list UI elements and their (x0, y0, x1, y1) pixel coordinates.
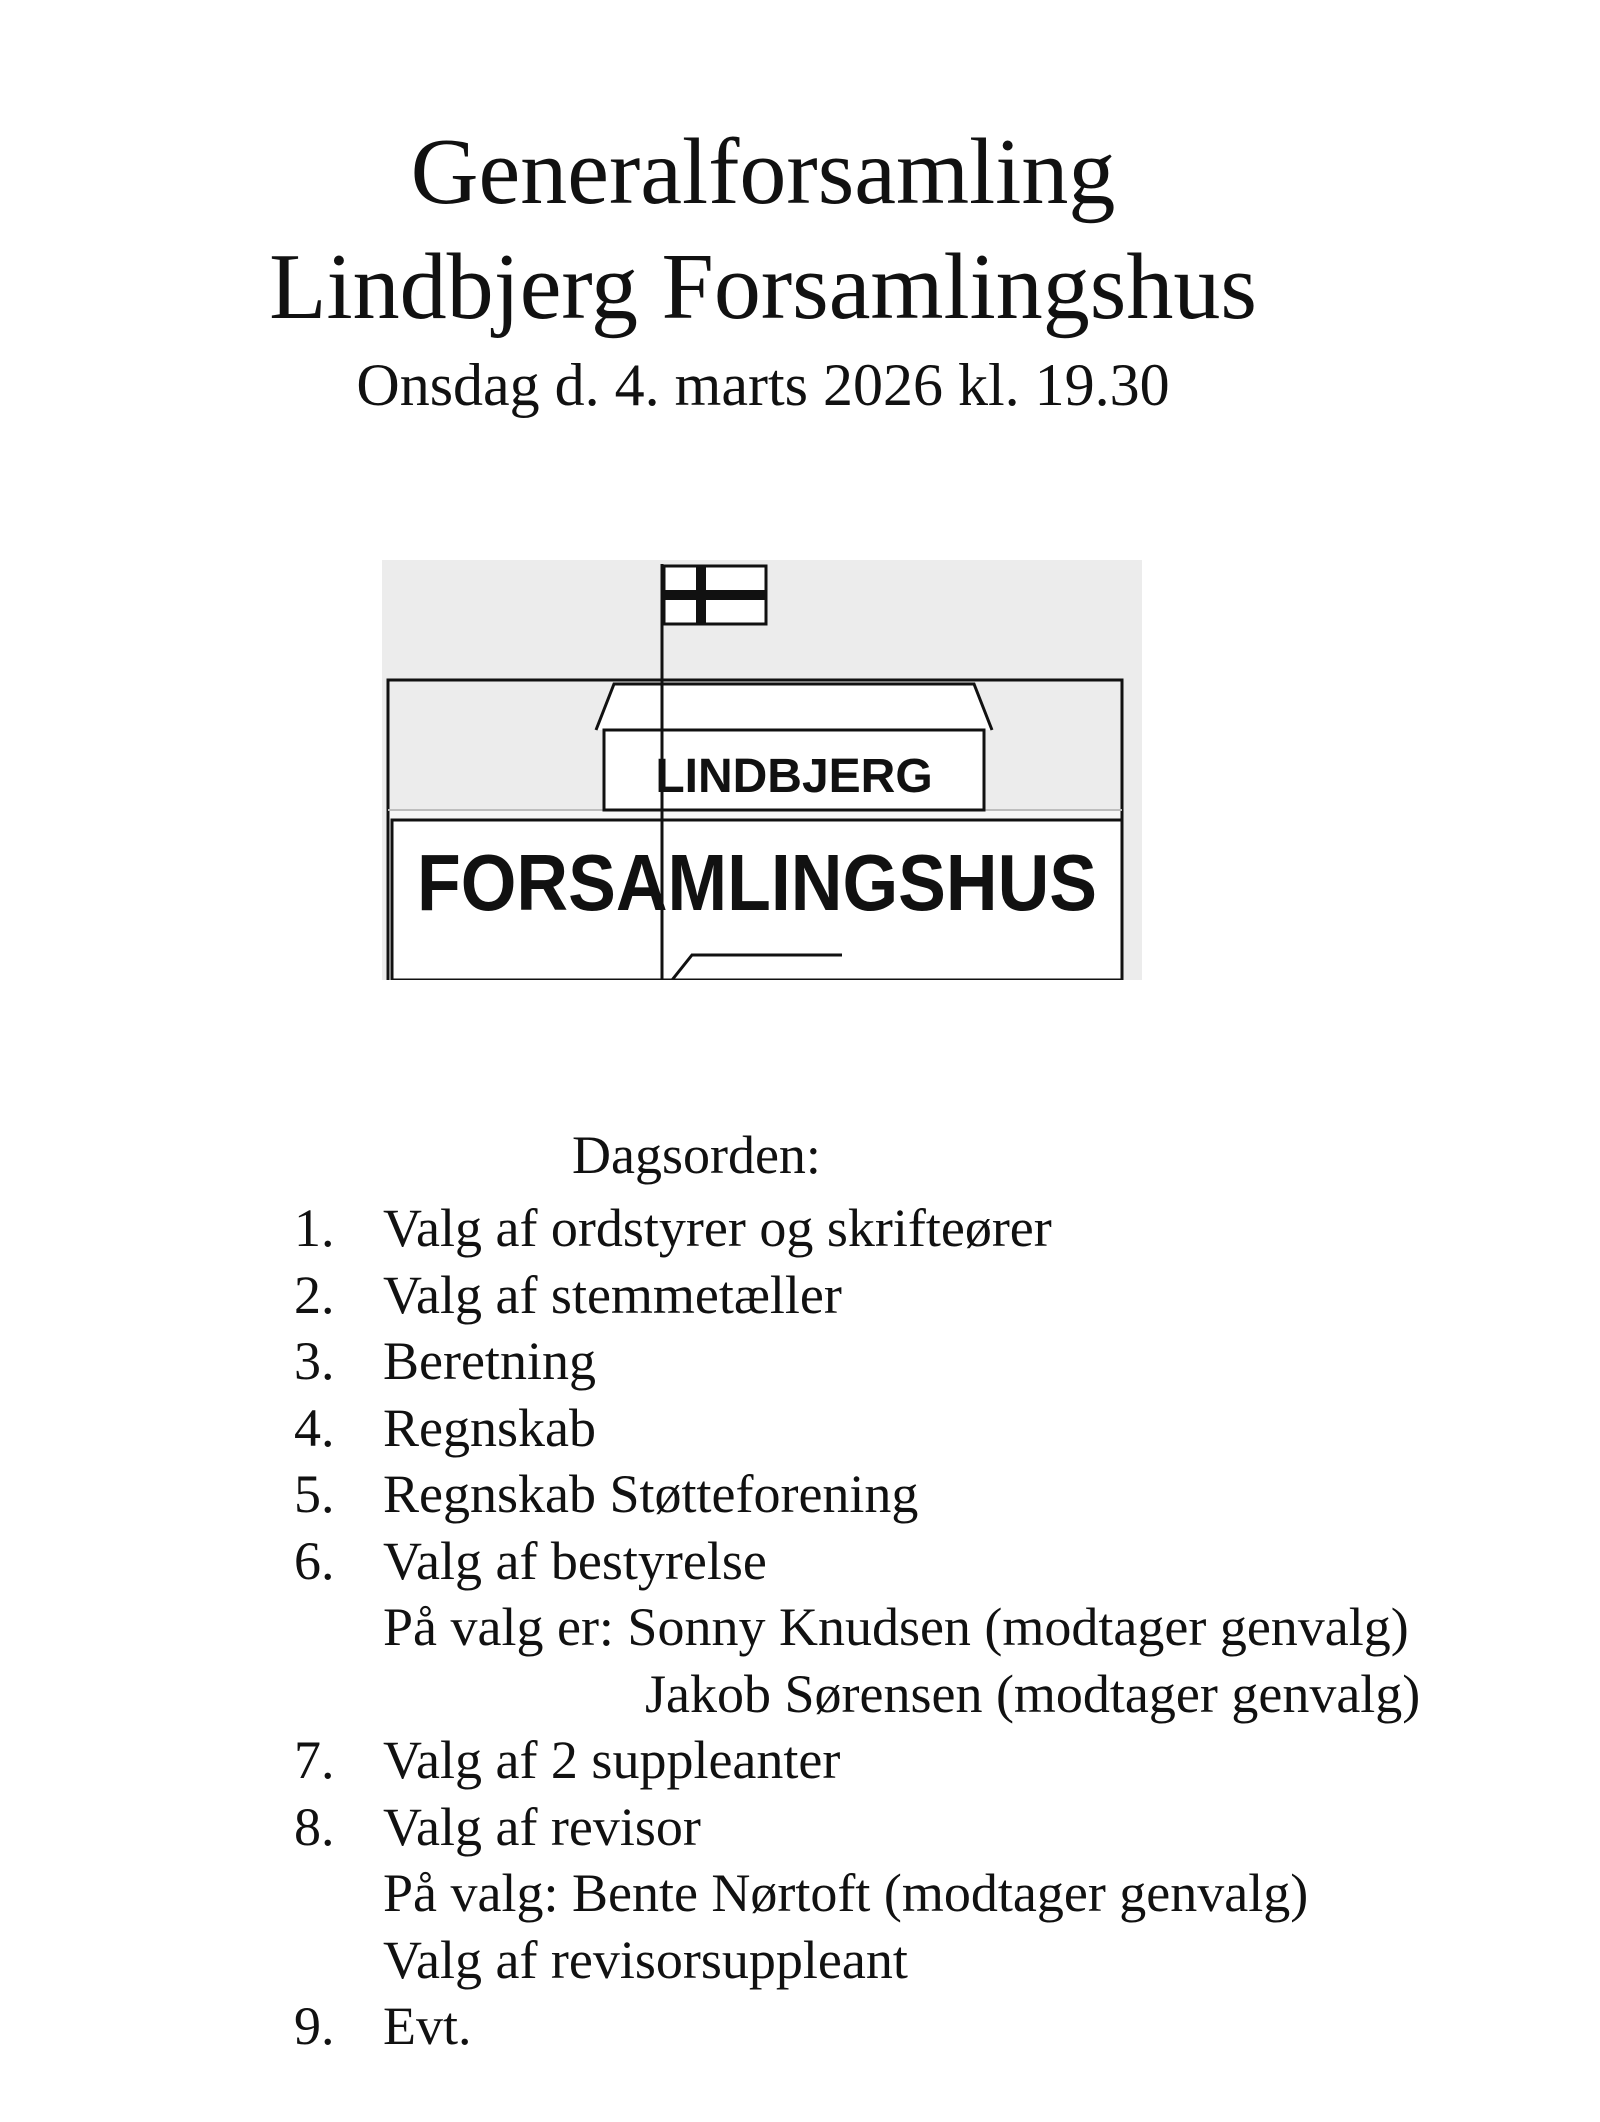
agenda-subline (0, 1927, 1600, 1994)
item-text: Regnskab Støtteforening (383, 1464, 919, 1524)
logo-text-line1: LINDBJERG (655, 750, 933, 803)
agenda-item-6 (0, 1528, 1600, 1595)
forsamlingshus-logo (382, 560, 1142, 980)
item-number: 5. (294, 1464, 335, 1524)
item-number: 4. (294, 1397, 335, 1458)
item-number: 2. (294, 1264, 335, 1325)
agenda-subline (0, 1860, 1600, 1927)
item-text: Valg af 2 suppleanter (383, 1730, 841, 1790)
agenda-subline (0, 1661, 1600, 1728)
agenda-subline (0, 1594, 1600, 1661)
agenda-item-2 (0, 1262, 1600, 1329)
item-text: På valg er: Sonny Knudsen (modtager genvalg) (383, 1597, 1409, 1657)
page-subtitle: Lindbjerg Forsamlingshus (269, 235, 1257, 339)
agenda-list (0, 1195, 1600, 2060)
agenda-item-1 (0, 1195, 1600, 1262)
item-text: Beretning (383, 1331, 596, 1391)
page-title: Generalforsamling (410, 120, 1116, 224)
item-number: 6. (294, 1530, 335, 1591)
agenda-heading: Dagsorden: (572, 1125, 821, 1185)
item-number: 3. (294, 1331, 335, 1391)
item-text: Evt. (383, 1996, 472, 2056)
agenda-item-7 (0, 1727, 1600, 1794)
item-text: På valg: Bente Nørtoft (modtager genvalg) (383, 1863, 1309, 1923)
item-text: Valg af bestyrelse (383, 1530, 767, 1591)
item-text: Regnskab (383, 1397, 596, 1458)
item-text: Valg af revisorsuppleant (383, 1929, 908, 1990)
item-number: 8. (294, 1796, 335, 1857)
item-number: 1. (294, 1198, 335, 1258)
item-text: Valg af revisor (383, 1796, 701, 1857)
item-number: 9. (294, 1996, 335, 2056)
item-text: Valg af stemmetæller (383, 1264, 842, 1325)
item-number: 7. (294, 1730, 335, 1790)
logo-text-line2: FORSAMLINGSHUS (417, 838, 1097, 927)
item-text: Jakob Sørensen (modtager genvalg) (645, 1663, 1421, 1724)
agenda-item-9 (0, 1993, 1600, 2060)
agenda-item-3 (0, 1328, 1600, 1395)
agenda-item-4 (0, 1395, 1600, 1462)
event-datetime: Onsdag d. 4. marts 2026 kl. 19.30 (356, 352, 1170, 418)
agenda-item-8 (0, 1794, 1600, 1861)
agenda-item-5 (0, 1461, 1600, 1528)
item-text: Valg af ordstyrer og skrifteører (383, 1198, 1052, 1258)
